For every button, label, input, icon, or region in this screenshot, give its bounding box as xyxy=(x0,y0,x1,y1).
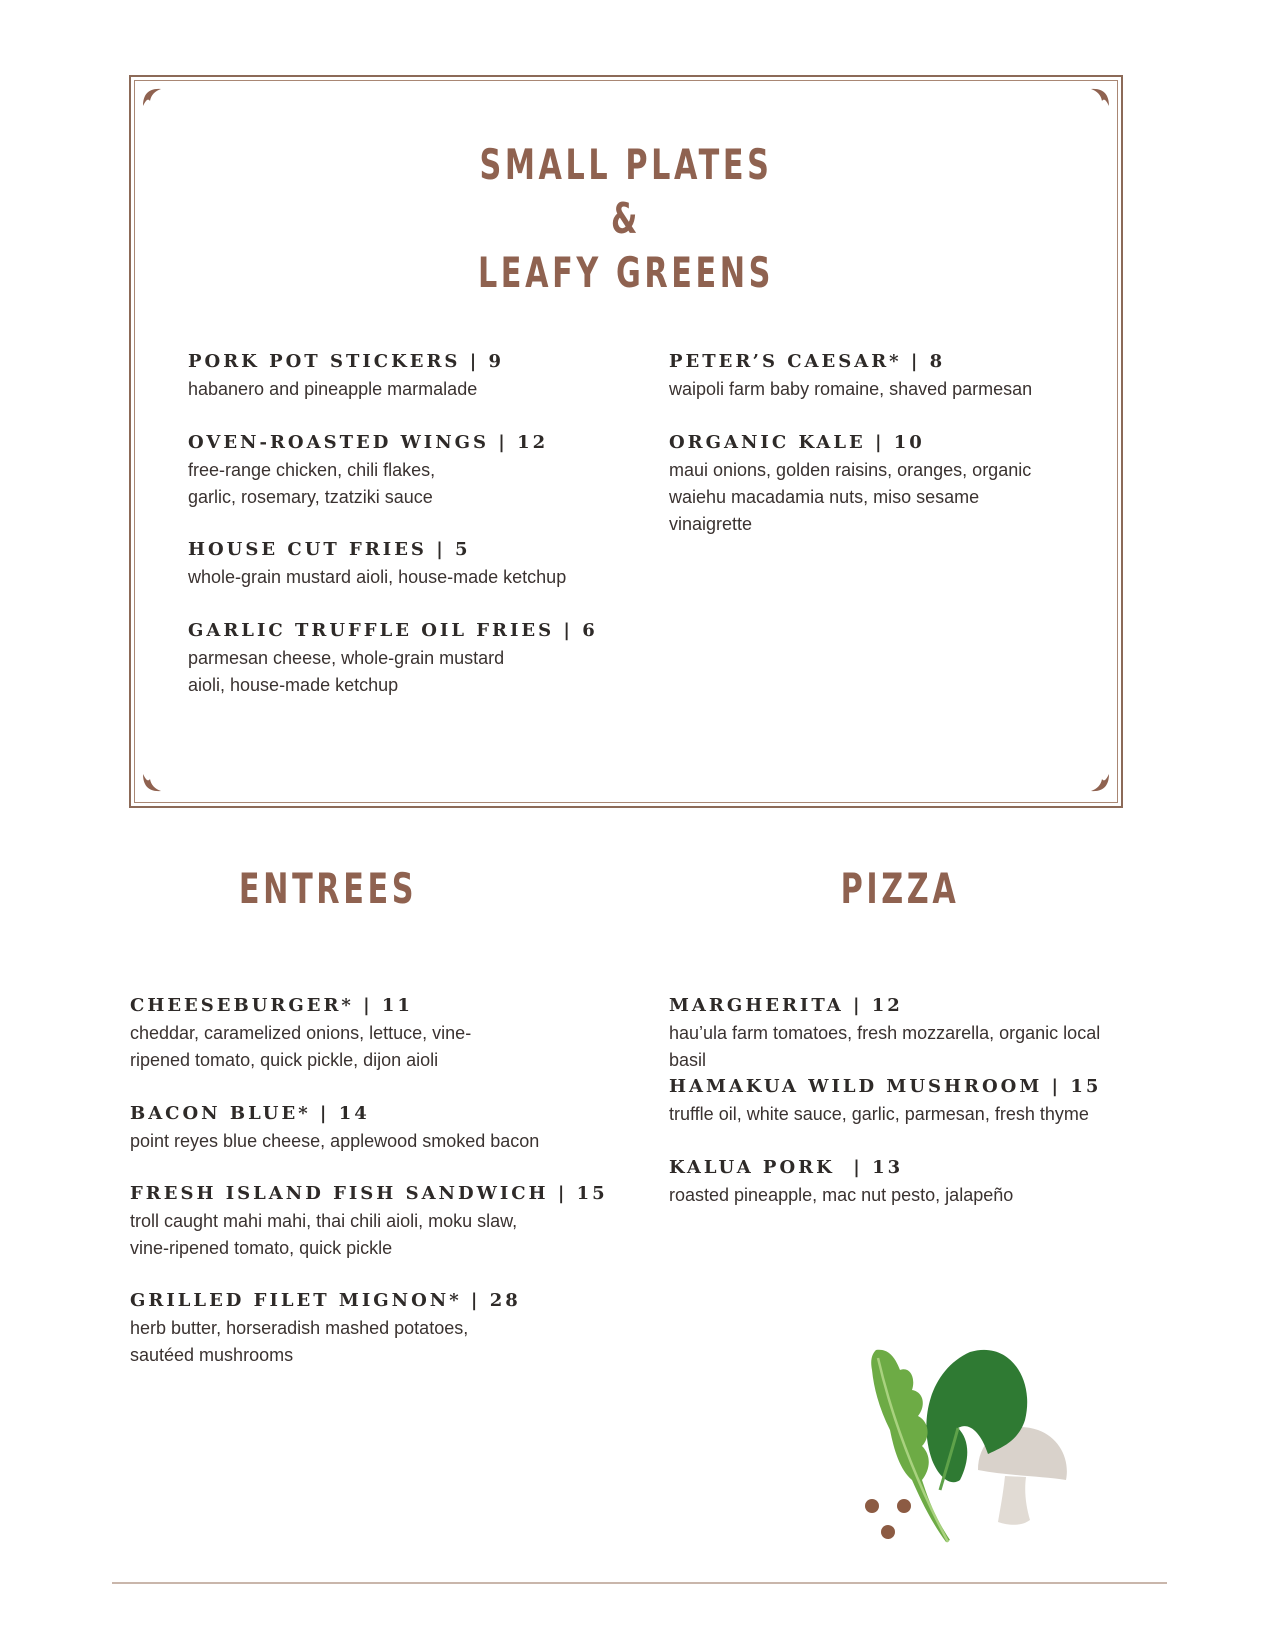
small-plates-title xyxy=(446,138,806,300)
menu-item xyxy=(669,1156,1139,1209)
item-name: GARLIC TRUFFLE OIL FRIES | 6 xyxy=(188,620,598,641)
item-name: HAMAKUA WILD MUSHROOM | 15 xyxy=(669,1076,1102,1097)
item-name: MARGHERITA | 12 xyxy=(669,995,903,1016)
small-plates-title-line2: & xyxy=(611,194,641,243)
item-description: point reyes blue cheese, applewood smoked bacon xyxy=(130,1131,540,1151)
menu-item xyxy=(669,431,1049,538)
item-description: whole-grain mustard aioli, house-made ketchup xyxy=(188,567,567,587)
menu-item xyxy=(669,1075,1139,1128)
leaf-corner-icon xyxy=(1089,86,1111,108)
menu-item xyxy=(188,619,598,699)
menu-item xyxy=(130,1182,608,1262)
menu-item xyxy=(669,994,1129,1074)
small-plates-title-line1: SMALL PLATES xyxy=(479,140,773,189)
menu-item xyxy=(669,350,1139,403)
item-description: troll caught mahi mahi, thai chili aioli, moku slaw, vine-ripened tomato, quick pickle xyxy=(130,1211,518,1258)
item-description: hau’ula farm tomatoes, fresh mozzarella, organic local basil xyxy=(669,1023,1101,1070)
item-description: herb butter, horseradish mashed potatoes, sautéed mushrooms xyxy=(130,1318,469,1365)
leaf-corner-icon xyxy=(141,86,163,108)
menu-item xyxy=(188,538,658,591)
item-name: PORK POT STICKERS | 9 xyxy=(188,351,505,372)
item-name: KALUA PORK | 13 xyxy=(669,1157,904,1178)
pizza-title: PIZZA xyxy=(840,864,960,913)
item-name: BACON BLUE* | 14 xyxy=(130,1103,370,1124)
item-description: truffle oil, white sauce, garlic, parmesan, fresh thyme xyxy=(669,1104,1089,1124)
menu-item xyxy=(130,994,530,1074)
item-name: CHEESEBURGER* | 11 xyxy=(130,995,413,1016)
item-name: GRILLED FILET MIGNON* | 28 xyxy=(130,1290,521,1311)
entrees-title: ENTREES xyxy=(238,864,418,913)
item-description: free-range chicken, chili flakes, garlic, rosemary, tzatziki sauce xyxy=(188,460,436,507)
item-description: waipoli farm baby romaine, shaved parmesan xyxy=(669,379,1033,399)
menu-item xyxy=(130,1102,600,1155)
item-name: PETER’S CAESAR* | 8 xyxy=(669,351,946,372)
menu-item xyxy=(188,350,658,403)
item-description: maui onions, golden raisins, oranges, organic waiehu macadamia nuts, miso sesame vinaigrette xyxy=(669,460,1032,534)
greens-mushroom-illustration xyxy=(860,1330,1100,1560)
leaf-corner-icon xyxy=(1089,772,1111,794)
leaf-corner-icon xyxy=(141,772,163,794)
item-name: ORGANIC KALE | 10 xyxy=(669,432,925,453)
small-plates-title-line3: LEAFY GREENS xyxy=(477,248,775,297)
item-name: FRESH ISLAND FISH SANDWICH | 15 xyxy=(130,1183,608,1204)
item-description: habanero and pineapple marmalade xyxy=(188,379,478,399)
bottom-divider xyxy=(112,1582,1167,1584)
item-description: parmesan cheese, whole-grain mustard aioli, house-made ketchup xyxy=(188,648,505,695)
item-description: cheddar, caramelized onions, lettuce, vine-ripened tomato, quick pickle, dijon aioli xyxy=(130,1023,472,1070)
menu-item xyxy=(188,431,549,511)
menu-item xyxy=(130,1289,530,1369)
item-name: OVEN-ROASTED WINGS | 12 xyxy=(188,432,549,453)
item-name: HOUSE CUT FRIES | 5 xyxy=(188,539,471,560)
item-description: roasted pineapple, mac nut pesto, jalapeño xyxy=(669,1185,1014,1205)
